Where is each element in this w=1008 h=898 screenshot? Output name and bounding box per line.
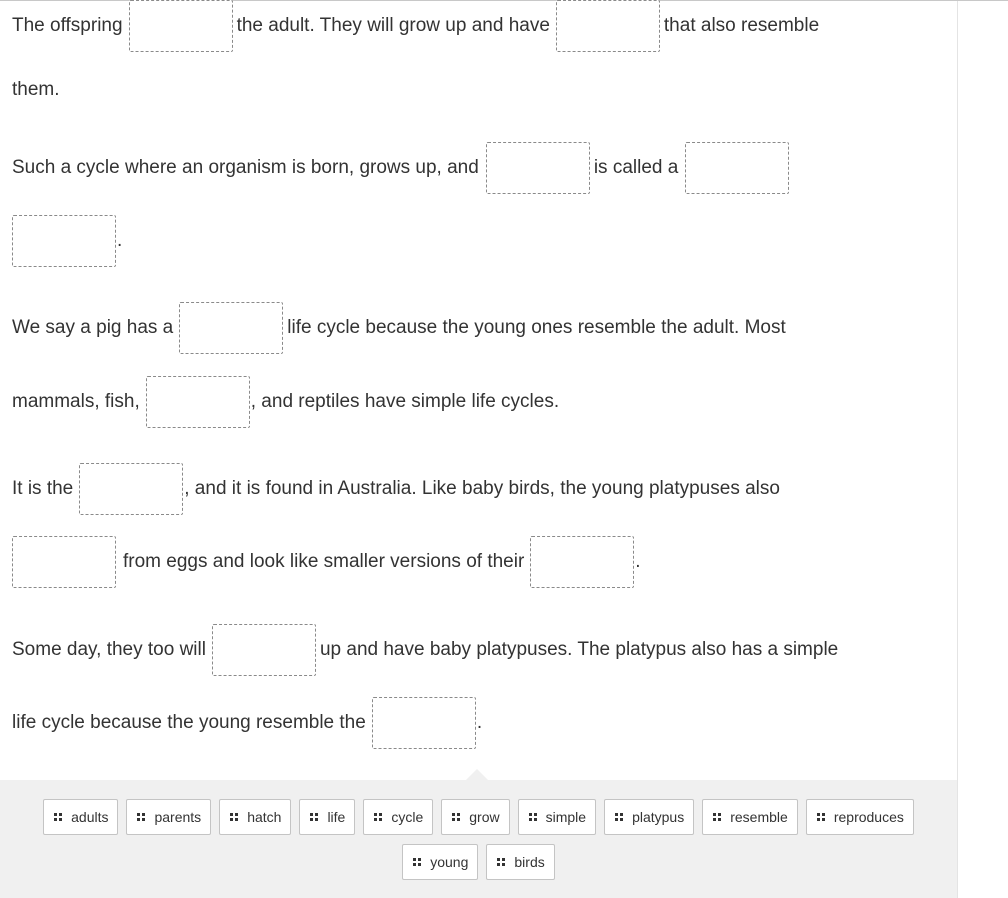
passage-text: is called a	[593, 157, 679, 178]
answer-drop-zone[interactable]	[685, 142, 789, 194]
passage-text: The offspring	[12, 15, 123, 36]
word-chip-label: life	[327, 809, 346, 825]
answer-drop-zone[interactable]	[556, 0, 660, 52]
word-chip-label: simple	[545, 809, 587, 825]
passage-text: them.	[12, 79, 60, 100]
passage-text: .	[117, 230, 123, 251]
word-chip-label: parents	[154, 809, 202, 825]
drag-handle-icon	[374, 813, 383, 822]
passage-text: from eggs and look like smaller versions of their	[123, 551, 525, 572]
word-chip-label: resemble	[730, 809, 788, 825]
passage-line	[12, 376, 559, 428]
passage-line	[12, 215, 122, 267]
word-bank-row	[0, 799, 957, 835]
answer-drop-zone[interactable]	[12, 536, 116, 588]
word-chip-label: adults	[71, 809, 109, 825]
passage-text: It is the	[12, 478, 74, 499]
passage-line	[12, 463, 780, 515]
word-bank	[0, 780, 957, 898]
word-chip-adults[interactable]	[43, 799, 118, 835]
word-chip-label: cycle	[391, 809, 424, 825]
passage-text: Some day, they too will	[12, 639, 206, 660]
drag-handle-icon	[497, 858, 506, 867]
passage-line	[12, 302, 786, 354]
answer-drop-zone[interactable]	[12, 215, 116, 267]
word-chip-label: platypus	[632, 809, 685, 825]
passage-line	[12, 64, 60, 116]
word-chip-cycle[interactable]	[363, 799, 433, 835]
drag-handle-icon	[615, 813, 624, 822]
drag-handle-icon	[529, 813, 538, 822]
word-chip-resemble[interactable]	[702, 799, 798, 835]
word-chip-platypus[interactable]	[604, 799, 694, 835]
word-bank-pointer	[466, 769, 488, 780]
passage-text: , and reptiles have simple life cycles.	[250, 391, 560, 412]
answer-drop-zone[interactable]	[530, 536, 634, 588]
passage-line	[12, 142, 793, 194]
word-chip-label: birds	[514, 854, 545, 870]
passage-line	[12, 0, 819, 52]
passage-line	[12, 697, 482, 749]
answer-drop-zone[interactable]	[79, 463, 183, 515]
word-chip-label: hatch	[247, 809, 282, 825]
passage-text: that also resemble	[663, 15, 820, 36]
answer-drop-zone[interactable]	[212, 624, 316, 676]
drag-handle-icon	[452, 813, 461, 822]
passage-text: Such a cycle where an organism is born, grows up, and	[12, 157, 479, 178]
right-gutter	[957, 1, 1008, 898]
word-chip-young[interactable]	[402, 844, 478, 880]
word-chip-label: grow	[469, 809, 500, 825]
passage-text: the adult. They will grow up and have	[236, 15, 550, 36]
word-chip-hatch[interactable]	[219, 799, 291, 835]
drag-handle-icon	[713, 813, 722, 822]
drag-handle-icon	[230, 813, 239, 822]
word-chip-birds[interactable]	[486, 844, 554, 880]
word-chip-life[interactable]	[299, 799, 355, 835]
drag-handle-icon	[413, 858, 422, 867]
word-chip-label: young	[430, 854, 469, 870]
passage-text: , and it is found in Australia. Like baby birds, the young platypuses also	[184, 478, 780, 499]
drag-handle-icon	[54, 813, 63, 822]
word-bank-row	[0, 844, 957, 880]
passage-text: .	[635, 551, 641, 572]
passage-line	[12, 536, 641, 588]
answer-drop-zone[interactable]	[372, 697, 476, 749]
answer-drop-zone[interactable]	[146, 376, 250, 428]
passage-text: up and have baby platypuses. The platypus also has a simple	[319, 639, 839, 660]
passage-text: .	[476, 712, 483, 733]
word-chip-simple[interactable]	[518, 799, 596, 835]
answer-drop-zone[interactable]	[486, 142, 590, 194]
passage-text: We say a pig has a	[12, 317, 174, 338]
word-chip-grow[interactable]	[441, 799, 509, 835]
answer-drop-zone[interactable]	[179, 302, 283, 354]
passage-text: life cycle because the young ones resemble the adult. Most	[287, 317, 786, 338]
word-chip-label: reproduces	[833, 809, 904, 825]
passage-line	[12, 624, 838, 676]
passage-text: mammals, fish,	[12, 391, 140, 412]
drag-handle-icon	[817, 813, 826, 822]
word-chip-reproduces[interactable]	[806, 799, 914, 835]
drag-handle-icon	[310, 813, 319, 822]
answer-drop-zone[interactable]	[129, 0, 233, 52]
drag-handle-icon	[137, 813, 146, 822]
word-chip-parents[interactable]	[126, 799, 211, 835]
passage-text: life cycle because the young resemble the	[12, 712, 366, 733]
